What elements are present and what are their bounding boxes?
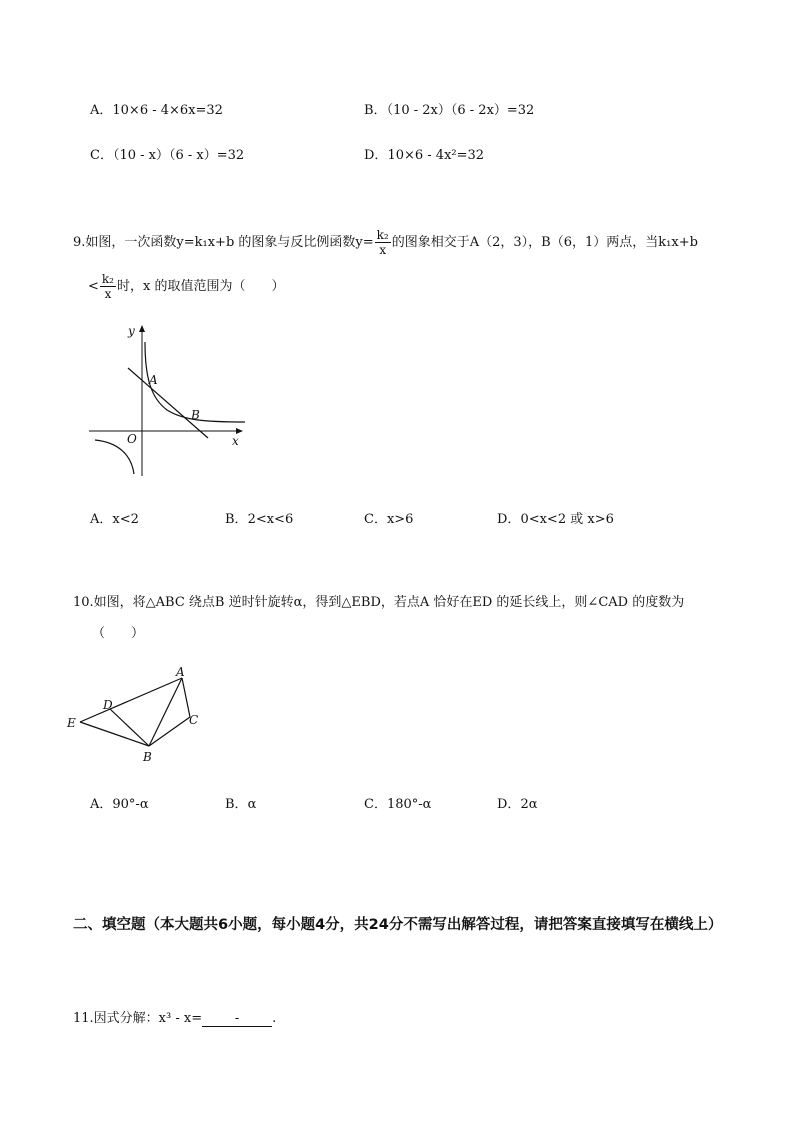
q9-option-c-text: x>6 <box>386 512 414 527</box>
q8-option-c-text: （10 - x）（6 - x）=32 <box>112 148 245 163</box>
q9-stem-part1: 9.如图，一次函数y=k₁x+b 的图象与反比例函数y= <box>73 235 374 250</box>
point-a-label: A <box>149 373 158 387</box>
point-b-label: B <box>191 408 200 422</box>
q9-fraction-denominator: x <box>379 243 387 257</box>
q10-option-c <box>364 797 431 813</box>
q9-fraction-2 <box>100 272 116 301</box>
q11-suffix: . <box>272 1011 277 1026</box>
q10-option-a <box>90 797 149 813</box>
q8-option-d-label: D． <box>364 148 388 163</box>
y-axis-label: y <box>128 324 135 338</box>
q10-option-b-label: B． <box>225 797 248 812</box>
origin-label: O <box>127 432 137 446</box>
vertex-e-label: E <box>67 716 76 730</box>
q10-option-a-text: 90°-α <box>112 797 149 812</box>
q10-option-d-label: D． <box>497 797 521 812</box>
q9-option-d-text: 0<x<2 或 x>6 <box>520 512 614 527</box>
q9-stem-part2: 的图象相交于A（2，3），B（6，1）两点，当k₁x+b <box>391 235 698 250</box>
q11 <box>73 1011 276 1027</box>
q9-option-b-text: 2<x<6 <box>247 512 294 527</box>
q9-fraction <box>375 228 391 257</box>
segment-cb <box>149 717 190 746</box>
q10-option-d <box>497 797 538 813</box>
vertex-b-label: B <box>143 750 152 764</box>
q10-option-b-text: α <box>247 797 257 812</box>
vertex-c-label: C <box>189 713 199 727</box>
q9-option-b <box>225 512 293 528</box>
q9-stem-line1 <box>73 228 698 258</box>
section-heading: 二、填空题（本大题共6小题，每小题4分，共24分不需写出解答过程，请把答案直接填写在横线上） <box>73 917 723 933</box>
q8-option-d-text: 10×6 - 4x²=32 <box>387 148 485 163</box>
q10-stem: 10.如图，将△ABC 绕点B 逆时针旋转α，得到△EBD，若点A 恰好在ED 的延长线上，则∠CAD 的度数为 <box>73 595 685 610</box>
segment-ea <box>80 678 182 722</box>
q9-option-a <box>90 512 139 528</box>
q9-stem-line2-pre: < <box>88 279 99 294</box>
vertex-a-label: A <box>176 665 185 679</box>
y-axis-arrow <box>139 325 145 332</box>
q9-option-c <box>364 512 413 528</box>
q11-answer-blank[interactable]: - <box>202 1012 272 1027</box>
q8-option-a-text: 10×6 - 4×6x=32 <box>112 103 223 118</box>
q9-graph <box>85 318 255 488</box>
q9-fraction-2-denominator: x <box>104 287 112 301</box>
segment-db <box>110 709 149 746</box>
q9-option-d <box>497 512 614 528</box>
q8-option-b <box>364 103 534 119</box>
segment-eb <box>80 722 149 746</box>
q8-option-b-label: B． <box>364 103 387 118</box>
q9-option-c-label: C． <box>364 512 387 527</box>
q10-paren: （ ） <box>92 626 145 641</box>
vertex-d-label: D <box>103 698 113 712</box>
q10-option-b <box>225 797 256 813</box>
q10-option-a-label: A． <box>90 797 113 812</box>
q8-option-c <box>90 148 244 164</box>
q9-fraction-numerator: k₂ <box>376 228 389 242</box>
q10-figure <box>62 662 222 772</box>
segment-ab <box>149 678 182 746</box>
q10-option-c-label: C． <box>364 797 387 812</box>
q8-option-c-label: C． <box>90 148 113 163</box>
q9-fraction-2-numerator: k₂ <box>101 272 114 286</box>
q9-option-a-label: A． <box>90 512 113 527</box>
segment-ac <box>182 678 190 717</box>
q8-option-d <box>364 148 484 164</box>
q9-option-a-text: x<2 <box>112 512 139 527</box>
q10-option-c-text: 180°-α <box>386 797 432 812</box>
q8-option-a <box>90 103 223 119</box>
q9-option-d-label: D． <box>497 512 521 527</box>
linear-function-line <box>128 368 208 438</box>
q9-stem-line2 <box>88 272 284 302</box>
q8-option-b-text: （10 - 2x）（6 - 2x）=32 <box>386 103 535 118</box>
q9-stem-line2-post: 时，x 的取值范围为（ ） <box>117 279 285 294</box>
x-axis-label: x <box>232 434 239 448</box>
q9-option-b-label: B． <box>225 512 248 527</box>
q11-prefix: 11.因式分解：x³ - x= <box>73 1011 203 1026</box>
q8-option-a-label: A． <box>90 103 113 118</box>
q10-option-d-text: 2α <box>520 797 538 812</box>
